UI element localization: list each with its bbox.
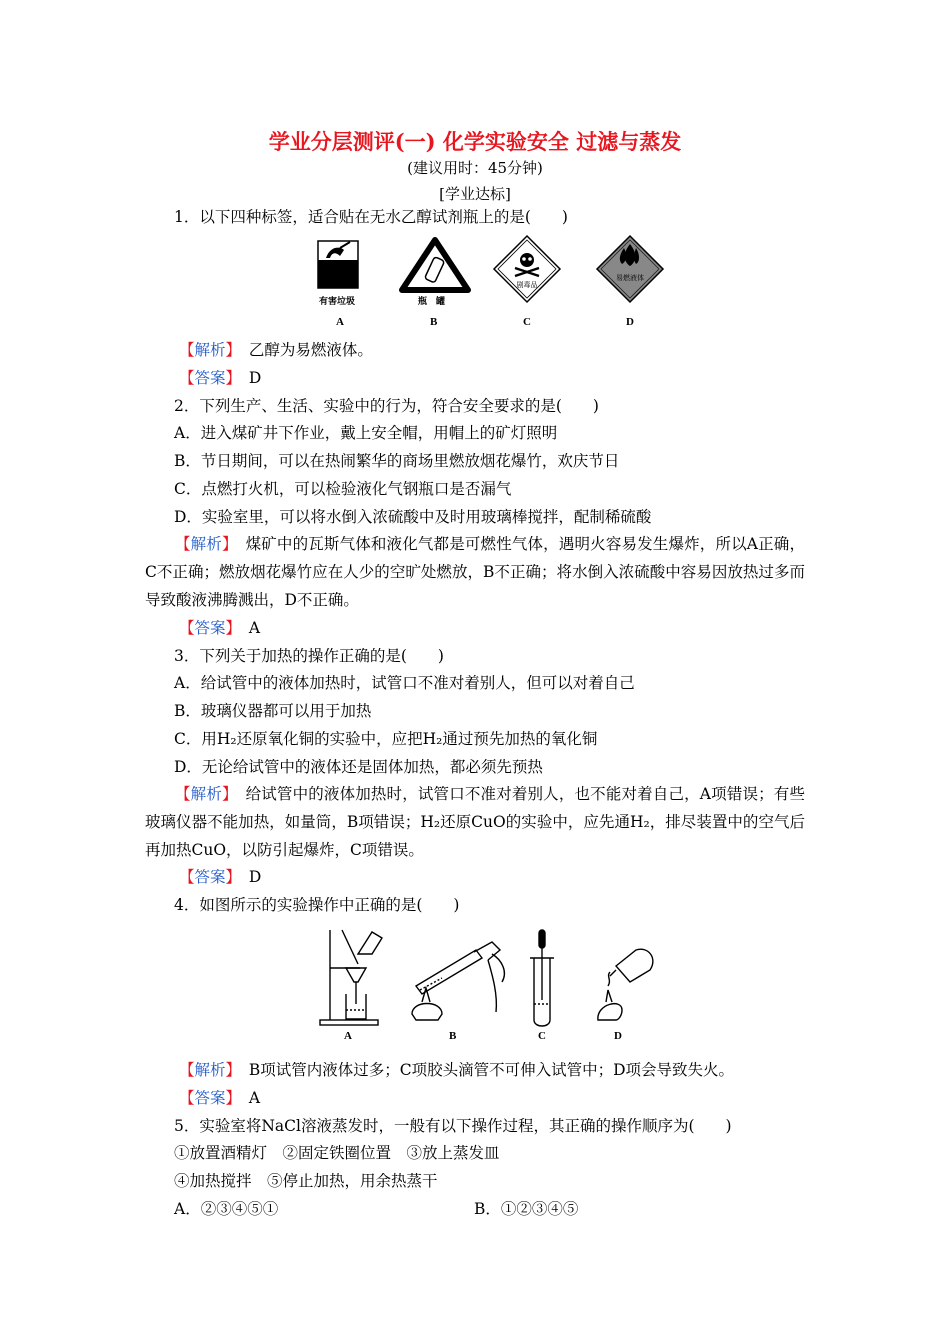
hazard-labels bbox=[310, 234, 680, 334]
section-heading: [学业达标] bbox=[439, 185, 511, 203]
op-letter-a: A bbox=[344, 1030, 352, 1042]
q4-answer: 【答案】 A bbox=[179, 1089, 261, 1107]
q4-analysis: 【解析】 B项试管内液体过多；C项胶头滴管不可伸入试管中；D项会导致失火。 bbox=[179, 1061, 734, 1079]
svg-text:剧毒品: 剧毒品 bbox=[516, 281, 538, 289]
q5-steps-line2: ④加热搅拌 ⑤停止加热，用余热蒸干 bbox=[174, 1172, 438, 1190]
q4-figure bbox=[316, 924, 666, 1048]
q3-analysis: 【解析】 给试管中的液体加热时，试管口不准对着别人，也不能对着自己，A项错误；有些玻璃仪器不能加热，如量筒，B项错误；H₂还原CuO的实验中，应先通H₂，排尽装置中的空气后再加热CuO，以防引起爆炸，C项错误。 bbox=[145, 785, 805, 859]
dropper-test-tube-icon bbox=[530, 930, 554, 1026]
q2-option-c: C．点燃打火机，可以检验液化气钢瓶口是否漏气 bbox=[174, 480, 512, 498]
option-letter-d: D bbox=[626, 316, 634, 328]
recycle-bottle-icon bbox=[402, 240, 468, 290]
q5-steps-line1: ①放置酒精灯 ②固定铁圈位置 ③放上蒸发皿 bbox=[174, 1144, 500, 1162]
q3-answer: 【答案】 D bbox=[179, 868, 262, 886]
q3-option-d: D．无论给试管中的液体还是固体加热，都必须先预热 bbox=[174, 758, 543, 776]
q5-stem: 5．实验室将NaCl溶液蒸发时，一般有以下操作过程，其正确的操作顺序为( ) bbox=[174, 1117, 732, 1135]
q1-stem: 1．以下四种标签，适合贴在无水乙醇试剂瓶上的是( ) bbox=[174, 208, 568, 226]
q3-option-b: B．玻璃仪器都可以用于加热 bbox=[174, 702, 372, 720]
page-title: 学业分层测评(一) 化学实验安全 过滤与蒸发 bbox=[268, 129, 682, 154]
q1-analysis: 【解析】 乙醇为易燃液体。 bbox=[179, 341, 373, 359]
hazardous-waste-icon bbox=[318, 241, 358, 288]
svg-text:易燃液体: 易燃液体 bbox=[616, 274, 644, 282]
op-letter-d: D bbox=[614, 1030, 622, 1042]
q2-option-a: A．进入煤矿井下作业，戴上安全帽，用帽上的矿灯照明 bbox=[174, 424, 558, 442]
q3-option-a: A．给试管中的液体加热时，试管口不准对着别人，但可以对着自己 bbox=[174, 674, 635, 692]
q1-answer: 【答案】 D bbox=[179, 369, 262, 387]
op-letter-c: C bbox=[538, 1030, 546, 1042]
q1-figure bbox=[310, 234, 680, 334]
q2-option-b: B．节日期间，可以在热闹繁华的商场里燃放烟花爆竹，欢庆节日 bbox=[174, 452, 620, 470]
q2-stem: 2．下列生产、生活、实验中的行为，符合安全要求的是( ) bbox=[174, 397, 599, 415]
label-b-text: 瓶 罐 bbox=[418, 296, 446, 306]
q2-analysis: 【解析】 煤矿中的瓦斯气体和液化气都是可燃性气体，遇明火容易发生爆炸，所以A正确，C不正确；燃放烟花爆竹应在人少的空旷处燃放，B不正确；将水倒入浓硫酸中容易因放热过多而导致酸液沸腾溅出，D不正确。 bbox=[145, 535, 805, 609]
flammable-liquid-icon bbox=[597, 236, 663, 302]
option-letter-b: B bbox=[430, 316, 438, 328]
lab-operations-illustration bbox=[316, 924, 666, 1028]
q5-option-a: A．②③④⑤① bbox=[174, 1200, 279, 1218]
q4-stem: 4．如图所示的实验操作中正确的是( ) bbox=[174, 896, 460, 914]
option-letter-c: C bbox=[523, 316, 531, 328]
q3-option-c: C．用H₂还原氧化铜的实验中，应把H₂通过预先加热的氧化铜 bbox=[174, 730, 598, 748]
op-letter-b: B bbox=[449, 1030, 457, 1042]
q2-answer: 【答案】 A bbox=[179, 619, 261, 637]
suggested-time: (建议用时：45分钟) bbox=[407, 159, 543, 177]
label-a-text: 有害垃圾 bbox=[319, 296, 356, 306]
option-letter-a: A bbox=[336, 316, 344, 328]
filtration-apparatus-icon bbox=[320, 930, 382, 1025]
q5-option-b: B．①②③④⑤ bbox=[474, 1200, 579, 1218]
q3-stem: 3．下列关于加热的操作正确的是( ) bbox=[174, 647, 444, 665]
heating-test-tube-icon bbox=[412, 942, 504, 1020]
toxic-skull-icon bbox=[494, 236, 560, 302]
q2-option-d: D．实验室里，可以将水倒入浓硫酸中及时用玻璃棒搅拌，配制稀硫酸 bbox=[174, 508, 652, 526]
alcohol-lamp-lighting-icon bbox=[598, 949, 653, 1020]
